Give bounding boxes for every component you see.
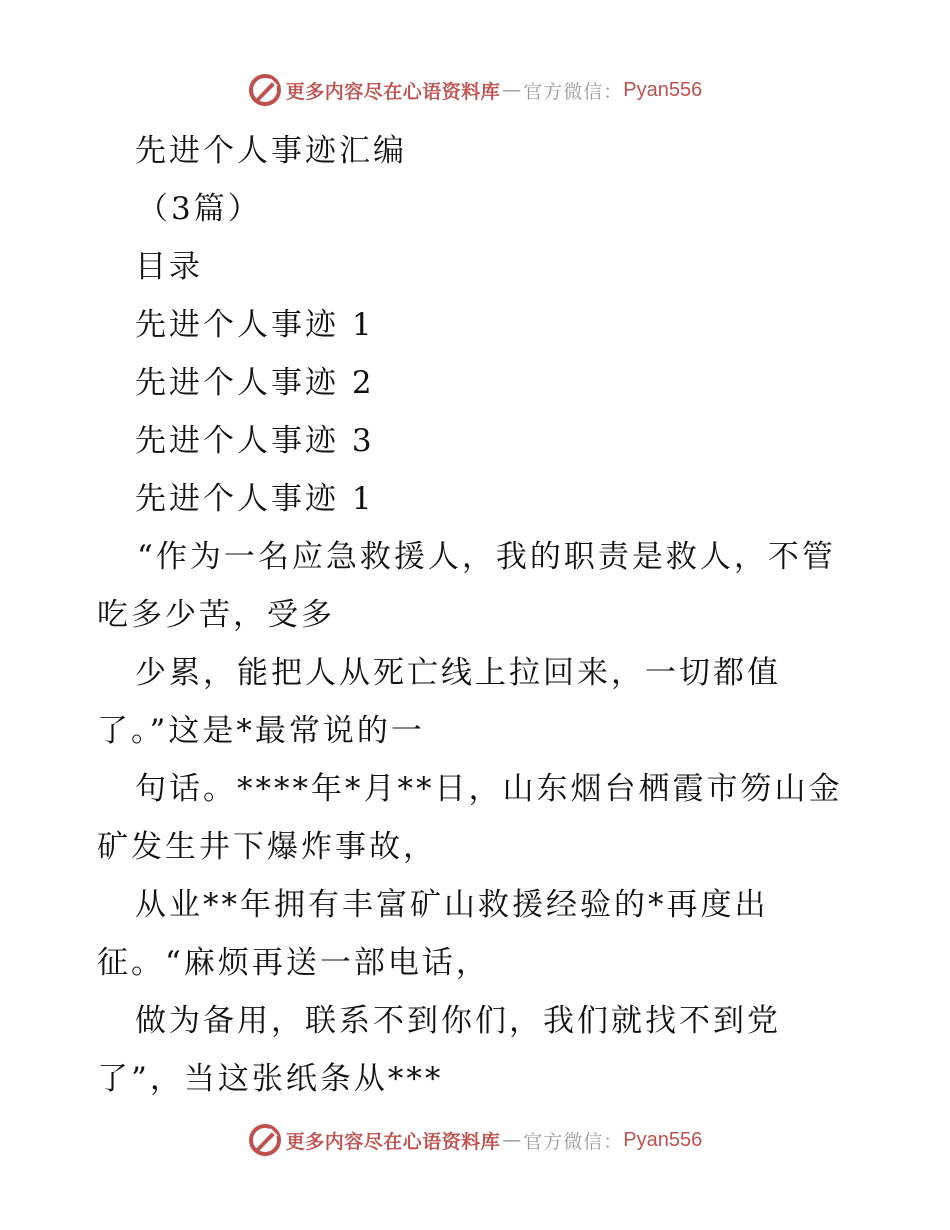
header-banner	[0, 70, 950, 110]
paragraph-line: 从业**年拥有丰富矿山救援经验的*再度出	[135, 887, 769, 923]
toc-item-3: 先进个人事迹 3	[135, 423, 375, 459]
section-heading: 先进个人事迹 1	[135, 481, 375, 517]
document-body	[97, 122, 877, 1108]
header-site-text: 更多内容尽在心语资料库	[285, 80, 501, 103]
toc-item-2: 先进个人事迹 2	[135, 365, 375, 401]
paragraph-line: 征。“麻烦再送一部电话，	[97, 945, 490, 981]
footer-banner	[0, 1120, 950, 1160]
footer-separator: —	[502, 1129, 522, 1151]
paragraph-line: 吃多少苦，受多	[97, 597, 335, 633]
paragraph-line: 了”，当这张纸条从***	[97, 1061, 444, 1097]
quill-logo-icon	[248, 73, 282, 107]
footer-label: 官方微信：	[523, 1130, 624, 1153]
header-separator: —	[502, 79, 522, 101]
quill-logo-icon	[248, 1123, 282, 1157]
paragraph-line: 句话。****年*月**日，山东烟台栖霞市笏山金	[135, 771, 843, 807]
toc-item-1: 先进个人事迹 1	[135, 307, 375, 343]
paragraph-line: 做为备用，联系不到你们，我们就找不到党	[135, 1003, 781, 1039]
document-title: 先进个人事迹汇编	[135, 133, 407, 169]
paragraph-line: “作为一名应急救援人，我的职责是救人，不管	[137, 539, 836, 575]
paragraph-line: 少累，能把人从死亡线上拉回来，一切都值	[135, 655, 781, 691]
footer-account: Pyan556	[623, 1128, 703, 1151]
header-label: 官方微信：	[523, 80, 624, 103]
toc-heading: 目录	[135, 249, 203, 285]
footer-site-text: 更多内容尽在心语资料库	[285, 1130, 501, 1153]
document-subtitle: （3篇）	[137, 191, 262, 227]
paragraph-line: 矿发生井下爆炸事故，	[97, 829, 437, 865]
paragraph-line: 了。”这是*最常说的一	[97, 713, 425, 749]
header-account: Pyan556	[623, 78, 703, 101]
